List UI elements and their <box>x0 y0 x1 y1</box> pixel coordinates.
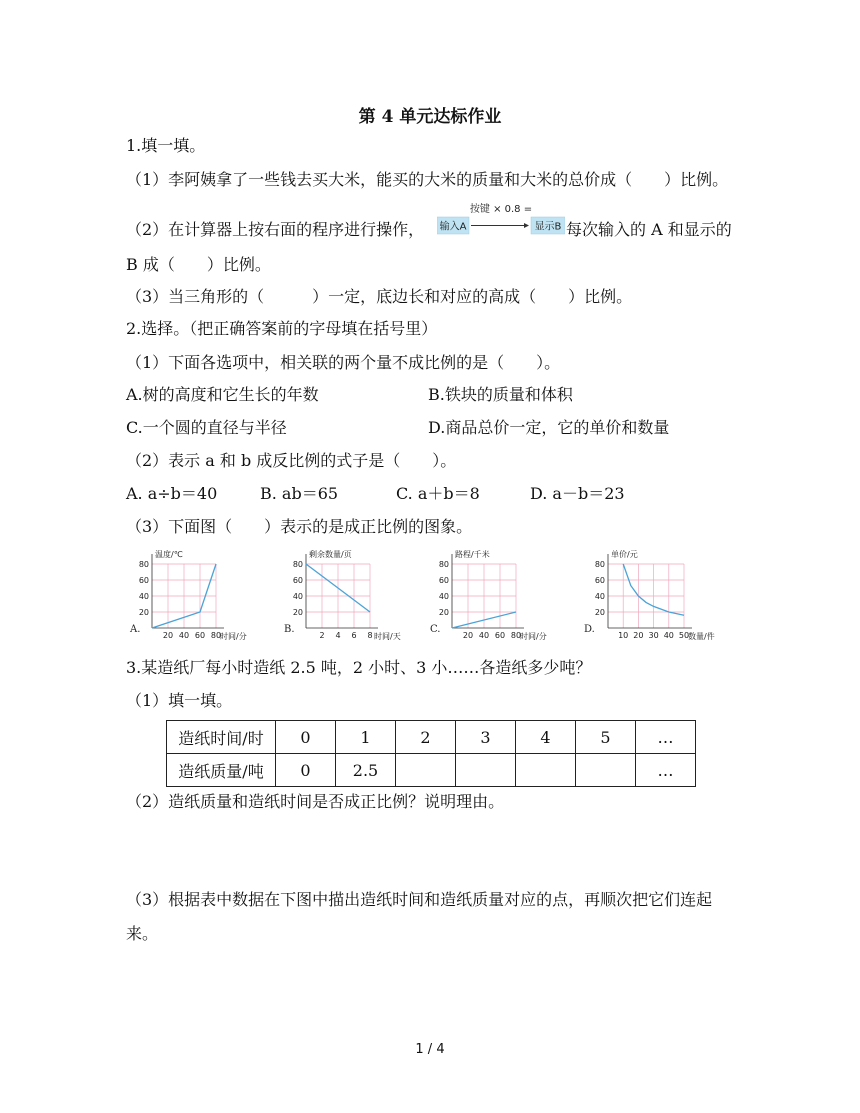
table-cell: 2 <box>396 721 456 754</box>
table-cell: 4 <box>516 721 576 754</box>
q2-sub1-option-a: A.树的高度和它生长的年数 <box>126 385 319 404</box>
x-tick-label: 20 <box>462 631 474 640</box>
x-tick-label: 40 <box>663 631 674 640</box>
x-tick-label: 60 <box>494 631 506 640</box>
x-tick-label: 20 <box>633 631 644 640</box>
q2-sub1-option-b: B.铁块的质量和体积 <box>428 385 573 404</box>
q2-sub3: （3）下面图（ ）表示的是成正比例的图象。 <box>126 517 473 536</box>
y-axis-label: 单价/元 <box>611 550 638 559</box>
table-cell: 造纸时间/时 <box>167 721 276 754</box>
table-cell: 5 <box>576 721 636 754</box>
y-axis-label: 路程/千米 <box>455 550 490 559</box>
q3-sub3-line2: 来。 <box>126 924 159 943</box>
y-tick-label: 80 <box>292 560 303 569</box>
x-axis-label: 时间/天 <box>374 632 401 640</box>
diagram-op-label: 按键 × 0.8 = <box>469 204 533 215</box>
paper-production-table <box>166 720 696 787</box>
q1-part2a: （2）在计算器上按右面的程序进行操作， <box>126 220 425 239</box>
diagram-input-label: 输入A <box>439 221 467 233</box>
y-tick-label: 40 <box>594 592 605 601</box>
q2-sub2-option-d: D. a－b＝23 <box>530 484 625 503</box>
diagram-output-label: 显示B <box>534 221 562 233</box>
y-tick-label: 60 <box>594 576 605 585</box>
table-row-mass <box>167 754 696 787</box>
table-cell-blank[interactable] <box>516 754 576 787</box>
table-cell: … <box>636 754 696 787</box>
table-cell: 造纸质量/吨 <box>167 754 276 787</box>
x-tick-label: 80 <box>510 631 522 640</box>
q2-sub2-option-a: A. a÷b＝40 <box>126 484 218 503</box>
y-tick-label: 20 <box>292 608 303 617</box>
q1-part2b: 每次输入的 A 和显示的 <box>566 220 732 239</box>
table-cell-blank[interactable] <box>576 754 636 787</box>
table-cell-blank[interactable] <box>456 754 516 787</box>
q2-sub2-option-b: B. ab＝65 <box>260 484 339 503</box>
chart-option-b <box>282 548 432 640</box>
table-cell: 1 <box>336 721 396 754</box>
y-tick-label: 40 <box>438 592 449 601</box>
table-cell: 0 <box>276 721 336 754</box>
table-cell: 3 <box>456 721 516 754</box>
x-axis-label: 时间/分 <box>520 632 547 640</box>
y-tick-label: 60 <box>438 576 449 585</box>
q3-sub1: （1）填一填。 <box>126 691 233 710</box>
table-cell: 2.5 <box>336 754 396 787</box>
x-tick-label: 80 <box>210 631 222 640</box>
arrow-head <box>524 223 529 228</box>
chart-option-a <box>128 548 278 640</box>
y-tick-label: 40 <box>138 592 149 601</box>
chart-option-c <box>428 548 578 640</box>
option-letter: D. <box>584 624 595 635</box>
table-cell: 0 <box>276 754 336 787</box>
page-number: 1 / 4 <box>415 1042 445 1057</box>
table-row-time <box>167 721 696 754</box>
x-tick-label: 20 <box>162 631 174 640</box>
calculator-program-diagram <box>437 201 565 235</box>
option-letter: B. <box>284 624 295 635</box>
q3-sub2: （2）造纸质量和造纸时间是否成正比例？说明理由。 <box>126 792 505 811</box>
q1-part1: （1）李阿姨拿了一些钱去买大米，能买的大米的质量和大米的总价成（ ）比例。 <box>126 170 729 189</box>
x-tick-label: 4 <box>335 631 341 640</box>
x-tick-label: 60 <box>194 631 206 640</box>
q2-sub2-option-c: C. a＋b＝8 <box>396 484 480 503</box>
x-tick-label: 6 <box>351 631 357 640</box>
q3-heading: 3.某造纸厂每小时造纸 2.5 吨，2 小时、3 小……各造纸多少吨？ <box>126 658 592 677</box>
page-title: 第 4 单元达标作业 <box>358 107 502 127</box>
q2-sub1: （1）下面各选项中，相关联的两个量不成比例的是（ ）。 <box>126 353 561 372</box>
x-tick-label: 50 <box>678 631 690 640</box>
q3-sub3-line1: （3）根据表中数据在下图中描出造纸时间和造纸质量对应的点，再顺次把它们连起 <box>126 890 713 909</box>
x-tick-label: 8 <box>367 631 373 640</box>
y-tick-label: 60 <box>292 576 303 585</box>
y-axis-label: 温度/℃ <box>155 550 183 559</box>
q1-part3: （3）当三角形的（ ）一定，底边长和对应的高成（ ）比例。 <box>126 287 633 306</box>
table-cell-blank[interactable] <box>396 754 456 787</box>
y-axis-label: 剩余数量/页 <box>309 550 352 559</box>
q1-heading: 1.填一填。 <box>126 136 206 155</box>
table-cell: … <box>636 721 696 754</box>
x-tick-label: 40 <box>178 631 190 640</box>
x-tick-label: 30 <box>648 631 659 640</box>
x-tick-label: 2 <box>319 631 325 640</box>
chart-option-d <box>582 548 732 640</box>
option-letter: C. <box>430 624 441 635</box>
y-tick-label: 80 <box>438 560 449 569</box>
y-tick-label: 20 <box>438 608 449 617</box>
q2-heading: 2.选择。（把正确答案前的字母填在括号里） <box>126 319 438 338</box>
q2-sub1-option-d: D.商品总价一定，它的单价和数量 <box>428 418 670 437</box>
y-tick-label: 80 <box>594 560 605 569</box>
q2-sub1-option-c: C.一个圆的直径与半径 <box>126 418 287 437</box>
x-tick-label: 40 <box>478 631 490 640</box>
y-tick-label: 60 <box>138 576 149 585</box>
x-axis-label: 数量/件 <box>688 632 715 640</box>
y-tick-label: 80 <box>138 560 149 569</box>
y-tick-label: 20 <box>594 608 605 617</box>
y-tick-label: 40 <box>292 592 303 601</box>
x-tick-label: 10 <box>618 631 629 640</box>
y-tick-label: 20 <box>138 608 149 617</box>
x-axis-label: 时间/分 <box>220 632 247 640</box>
option-letter: A. <box>130 624 141 635</box>
q2-sub2: （2）表示 a 和 b 成反比例的式子是（ ）。 <box>126 451 457 470</box>
q1-part2c: B 成（ ）比例。 <box>126 255 271 274</box>
